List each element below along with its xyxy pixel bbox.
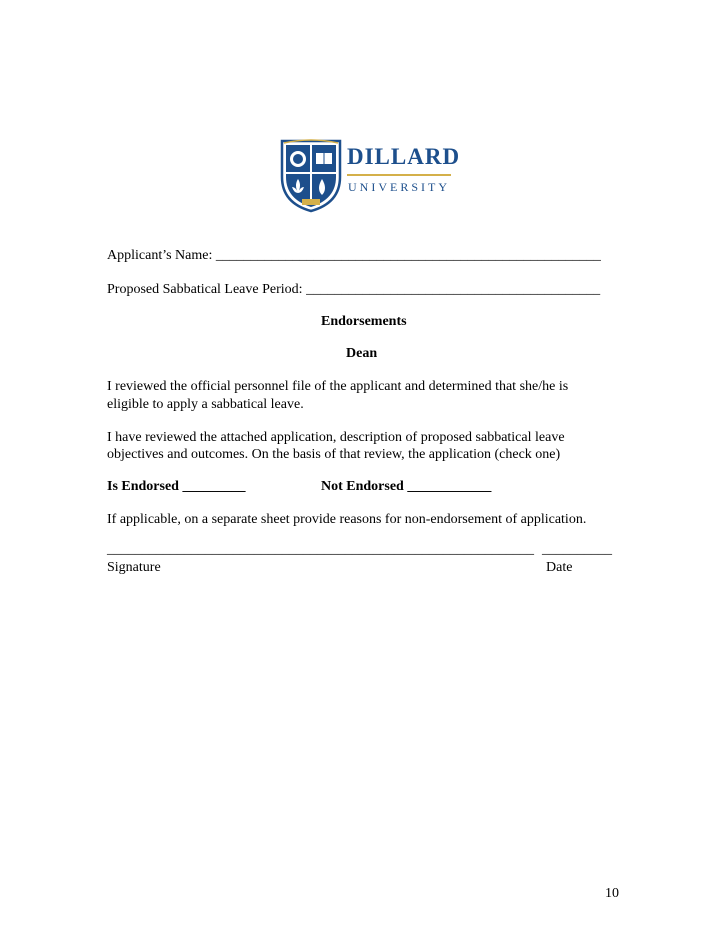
date-field[interactable]: __________ xyxy=(542,542,612,557)
applicant-name-row xyxy=(107,247,601,264)
signature-label: Signature xyxy=(107,560,161,575)
wordmark-rule xyxy=(347,174,451,176)
leave-period-label: Proposed Sabbatical Leave Period: xyxy=(107,282,303,297)
is-endorsed-field[interactable]: _________ xyxy=(182,479,246,494)
not-endorsed-label: Not Endorsed xyxy=(321,479,404,494)
endorsements-heading: Endorsements xyxy=(321,314,407,329)
para2-line1: I have reviewed the attached application, description of proposed sabbatical leave xyxy=(107,430,565,445)
applicant-name-field[interactable]: _______________________________________________________ xyxy=(215,248,601,263)
is-endorsed-row xyxy=(107,478,245,495)
date-label: Date xyxy=(546,560,573,575)
para1-line2: eligible to apply a sabbatical leave. xyxy=(107,397,304,412)
para2-line2: objectives and outcomes. On the basis of that review, the application (check one) xyxy=(107,447,561,462)
applicant-name-label: Applicant’s Name: xyxy=(107,248,213,263)
not-endorsed-row xyxy=(321,478,491,495)
wordmark-university: UNIVERSITY xyxy=(348,180,450,194)
wordmark-dillard: DILLARD xyxy=(347,144,461,169)
not-endorsed-field[interactable]: ____________ xyxy=(407,479,492,494)
page-number: 10 xyxy=(605,886,619,901)
nonendorsement-note: If applicable, on a separate sheet provide reasons for non-endorsement of application. xyxy=(107,512,587,527)
para1-line1: I reviewed the official personnel file of the applicant and determined that she/he is xyxy=(107,379,569,394)
signature-field[interactable]: _____________________________________________________________ xyxy=(107,542,534,557)
leave-period-field[interactable]: __________________________________________ xyxy=(306,282,601,297)
leave-period-row xyxy=(107,281,600,298)
is-endorsed-label: Is Endorsed xyxy=(107,479,179,494)
dean-heading: Dean xyxy=(346,346,378,361)
